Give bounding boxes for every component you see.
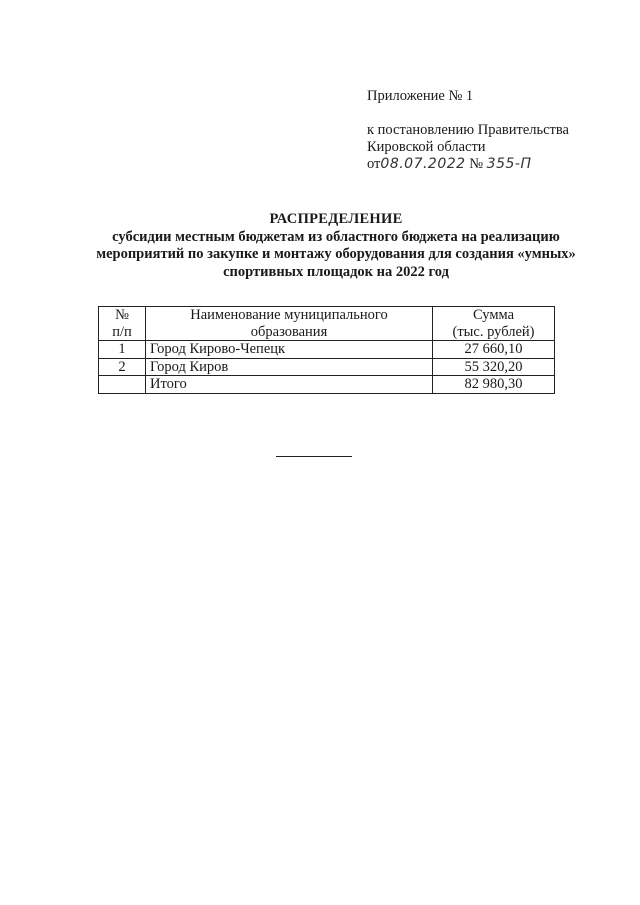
handwritten-number: 355-П bbox=[486, 156, 532, 172]
header-sum-line-1: Сумма bbox=[472, 307, 515, 323]
header-sum bbox=[433, 307, 555, 341]
header-sum-line-2: (тыс. рублей) bbox=[452, 323, 535, 340]
total-num bbox=[99, 376, 146, 394]
heading-title: РАСПРЕДЕЛЕНИЕ bbox=[269, 211, 403, 227]
appendix-block bbox=[367, 88, 569, 173]
header-num-line-2: п/п bbox=[112, 323, 132, 340]
closing-rule bbox=[276, 456, 352, 457]
table-total-row bbox=[99, 376, 555, 394]
total-sum: 82 980,30 bbox=[433, 376, 555, 394]
header-name-line-1: Наименование муниципального bbox=[190, 307, 388, 323]
document-heading bbox=[60, 211, 612, 281]
heading-line-1: субсидии местным бюджетам из областного бюджета на реализацию bbox=[112, 228, 560, 245]
header-name bbox=[146, 307, 433, 341]
appendix-date-line bbox=[367, 156, 569, 173]
row-num: 2 bbox=[99, 358, 146, 376]
row-num: 1 bbox=[99, 341, 146, 359]
row-name: Город Киров bbox=[146, 358, 433, 376]
handwritten-date: 08.07.2022 bbox=[380, 156, 466, 172]
table-row bbox=[99, 341, 555, 359]
total-label: Итого bbox=[146, 376, 433, 394]
row-name: Город Кирово-Чепецк bbox=[146, 341, 433, 359]
subsidy-table bbox=[98, 306, 555, 394]
number-prefix: № bbox=[469, 156, 484, 172]
appendix-line-1: к постановлению Правительства bbox=[367, 122, 569, 138]
header-name-line-2: образования bbox=[250, 323, 328, 340]
appendix-title: Приложение № 1 bbox=[367, 88, 474, 104]
date-prefix: от bbox=[367, 156, 381, 172]
table-header-row bbox=[99, 307, 555, 341]
header-num bbox=[99, 307, 146, 341]
appendix-line-2: Кировской области bbox=[367, 139, 486, 155]
heading-line-3: спортивных площадок на 2022 год bbox=[223, 263, 449, 280]
row-sum: 27 660,10 bbox=[433, 341, 555, 359]
heading-line-2: мероприятий по закупке и монтажу оборудования для создания «умных» bbox=[96, 246, 576, 262]
row-sum: 55 320,20 bbox=[433, 358, 555, 376]
header-num-line-1: № bbox=[115, 307, 129, 323]
table-row bbox=[99, 358, 555, 376]
